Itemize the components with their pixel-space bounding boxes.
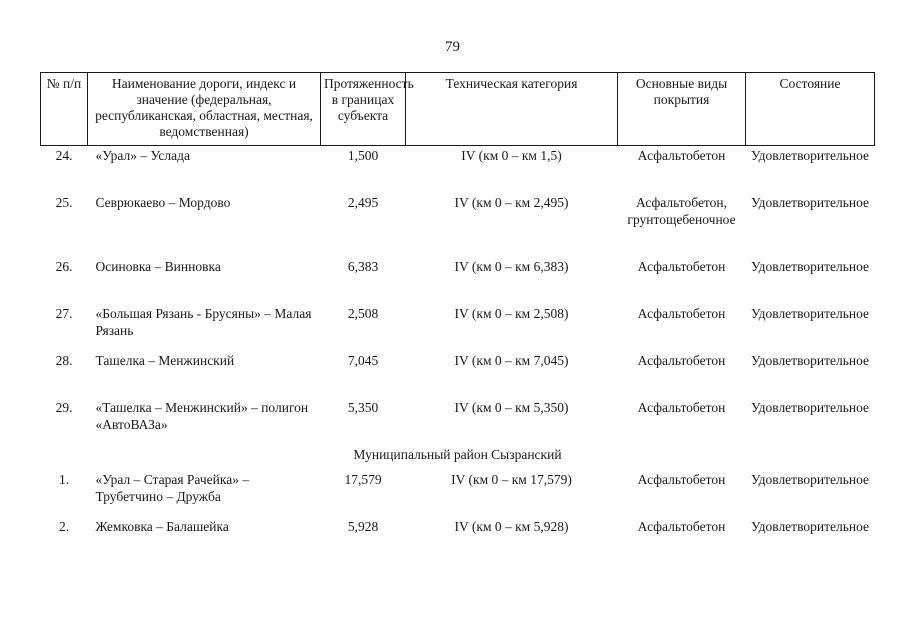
cell-category: IV (км 0 – км 6,383) bbox=[454, 259, 569, 274]
table-header bbox=[41, 73, 875, 146]
cell-no: 25. bbox=[55, 195, 73, 210]
table-row bbox=[41, 193, 875, 257]
cell-coverage: Асфальтобетон bbox=[637, 519, 726, 534]
cell-no: 29. bbox=[55, 400, 73, 415]
table-row bbox=[41, 146, 875, 194]
cell-coverage: Асфальтобетон bbox=[637, 148, 726, 163]
cell-no: 27. bbox=[55, 306, 73, 321]
header-no: № п/п bbox=[41, 73, 88, 146]
cell-name: «Урал – Старая Рачейка» – Трубетчино – Дружба bbox=[95, 472, 250, 504]
cell-name: Ташелка – Менжинский bbox=[95, 353, 235, 368]
cell-no: 2. bbox=[58, 519, 70, 534]
cell-name: «Большая Рязань - Брусяны» – Малая Рязань bbox=[95, 306, 312, 338]
cell-length: 7,045 bbox=[347, 353, 379, 368]
cell-length: 17,579 bbox=[344, 472, 382, 487]
cell-state: Удовлетворительное bbox=[750, 195, 870, 210]
cell-state: Удовлетворительное bbox=[750, 148, 870, 163]
cell-coverage: Асфальтобетон bbox=[637, 472, 726, 487]
cell-coverage: Асфальтобетон bbox=[637, 306, 726, 321]
cell-state: Удовлетворительное bbox=[750, 400, 870, 415]
table-row bbox=[41, 257, 875, 304]
cell-length: 2,508 bbox=[347, 306, 379, 321]
table-row bbox=[41, 468, 875, 515]
table-row bbox=[41, 351, 875, 398]
cell-no: 1. bbox=[58, 472, 70, 487]
cell-category: IV (км 0 – км 5,928) bbox=[454, 519, 569, 534]
cell-coverage: Асфальтобетон, грунтощебеночное bbox=[627, 195, 736, 227]
header-category: Техническая категория bbox=[406, 73, 618, 146]
cell-coverage: Асфальтобетон bbox=[637, 400, 726, 415]
cell-category: IV (км 0 – км 2,495) bbox=[454, 195, 569, 210]
cell-no: 24. bbox=[55, 148, 73, 163]
section-title: Муниципальный район Сызранский bbox=[353, 447, 562, 462]
cell-length: 5,350 bbox=[347, 400, 379, 415]
cell-state: Удовлетворительное bbox=[750, 259, 870, 274]
page-number: 79 bbox=[445, 39, 460, 55]
cell-name: Жемковка – Балашейка bbox=[95, 519, 229, 534]
table-row bbox=[41, 304, 875, 351]
cell-no: 28. bbox=[55, 353, 73, 368]
roads-table bbox=[40, 72, 875, 558]
cell-category: IV (км 0 – км 1,5) bbox=[461, 148, 562, 163]
table-row bbox=[41, 398, 875, 445]
section-row bbox=[41, 445, 875, 468]
cell-name: «Урал» – Услада bbox=[95, 148, 190, 163]
cell-coverage: Асфальтобетон bbox=[637, 353, 726, 368]
cell-state: Удовлетворительное bbox=[750, 353, 870, 368]
cell-length: 1,500 bbox=[347, 148, 379, 163]
cell-coverage: Асфальтобетон bbox=[637, 259, 726, 274]
header-name: Наименование дороги, индекс и значение (федеральная, республиканская, областная, местная, ведомственная) bbox=[88, 73, 321, 146]
cell-length: 5,928 bbox=[347, 519, 379, 534]
cell-category: IV (км 0 – км 5,350) bbox=[454, 400, 569, 415]
cell-state: Удовлетворительное bbox=[750, 306, 870, 321]
cell-no: 26. bbox=[55, 259, 73, 274]
cell-state: Удовлетворительное bbox=[750, 472, 870, 487]
cell-name: Севрюкаево – Мордово bbox=[95, 195, 231, 210]
cell-category: IV (км 0 – км 2,508) bbox=[454, 306, 569, 321]
table-row bbox=[41, 515, 875, 558]
cell-length: 6,383 bbox=[347, 259, 379, 274]
header-state: Состояние bbox=[746, 73, 875, 146]
cell-name: Осиновка – Винновка bbox=[95, 259, 221, 274]
cell-category: IV (км 0 – км 17,579) bbox=[451, 472, 572, 487]
cell-name: «Ташелка – Менжинский» – полигон «АвтоВАЗа» bbox=[95, 400, 309, 432]
cell-category: IV (км 0 – км 7,045) bbox=[454, 353, 569, 368]
cell-length: 2,495 bbox=[347, 195, 379, 210]
header-length: Протяженность в границах субъекта bbox=[321, 73, 406, 146]
header-coverage: Основные виды покрытия bbox=[618, 73, 746, 146]
cell-state: Удовлетворительное bbox=[750, 519, 870, 534]
